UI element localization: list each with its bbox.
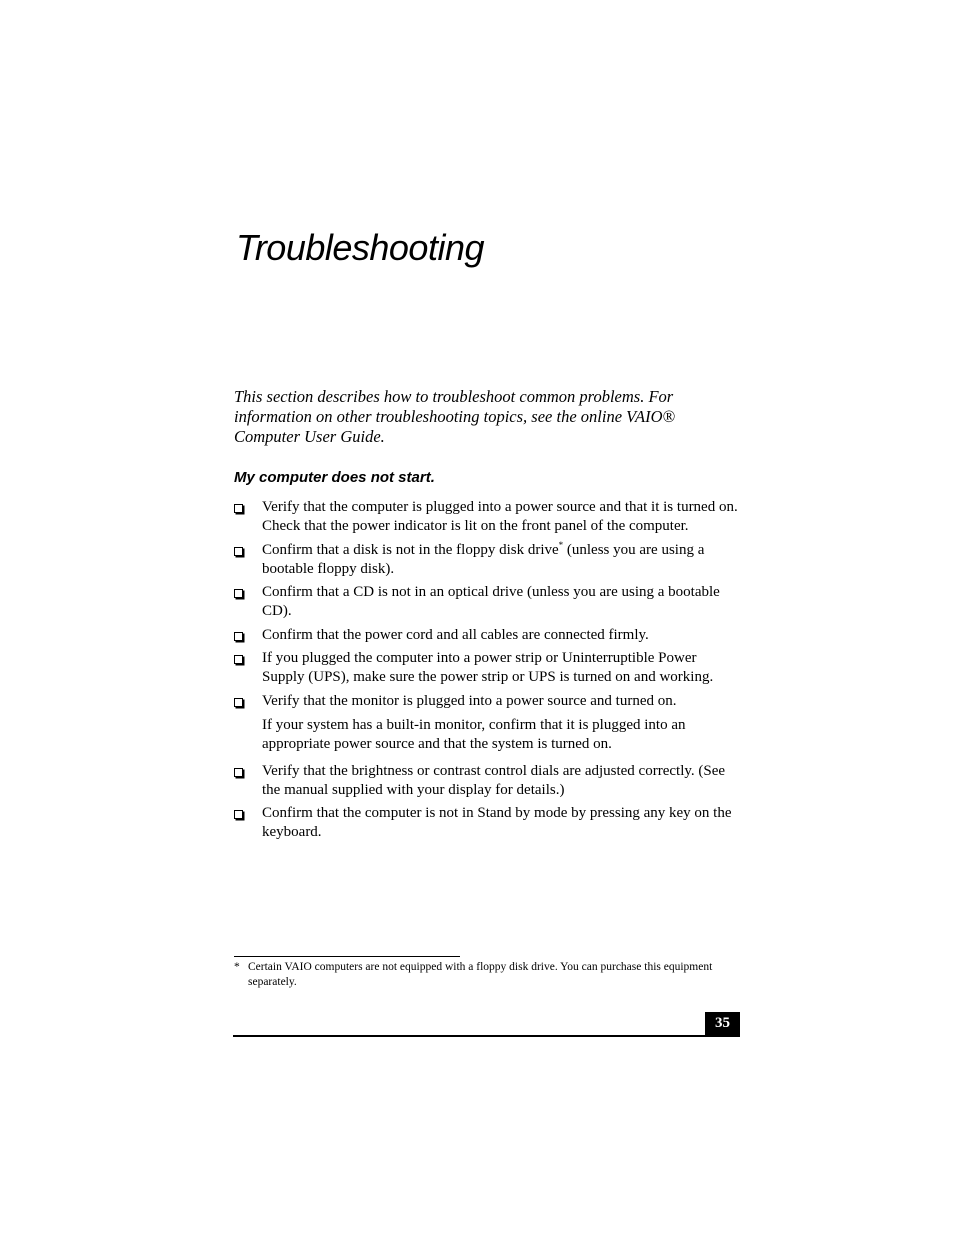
checklist-item [234,692,740,754]
checkbox-bullet-icon [234,698,243,707]
intro-paragraph: This section describes how to troubleshoot common problems. For information on other troubleshooting topics, see the online VAIO® Computer User Guide. [234,387,676,446]
checklist-item-text: Confirm that the computer is not in Stand by mode by pressing any key on the keyboard. [262,805,732,840]
page-title: Troubleshooting [236,227,484,268]
checklist-item [234,498,740,536]
checkbox-bullet-icon [234,768,243,777]
checklist-item-text: Verify that the computer is plugged into a power source and that it is turned on. Check that the power indicator is lit on the front panel of the computer. [262,499,738,534]
footnote [234,960,714,990]
footnote-text: Certain VAIO computers are not equipped with a floppy disk drive. You can purchase this equipment separately. [248,961,713,988]
footnote-reference: * [558,539,564,550]
checkbox-bullet-icon [234,504,243,513]
checkbox-bullet-icon [234,547,243,556]
checklist-item-text-start: Confirm that a disk is not in the floppy disk drive [262,541,559,558]
checkbox-bullet-icon [234,810,243,819]
checklist-item-text: Verify that the brightness or contrast control dials are adjusted correctly. (See the manual supplied with your display for details.) [262,762,726,798]
checklist-item-text: If you plugged the computer into a power strip or Uninterruptible Power Supply (UPS), make sure the power strip or UPS is turned on and working. [262,650,714,685]
footnote-divider [234,956,460,957]
page-number: 35 [705,1012,740,1036]
checklist-item-text-end: (unless you are using a bootable floppy disk). [262,541,705,577]
checklist-item-text: Confirm that the power cord and all cables are connected firmly. [262,626,649,643]
checklist-item [234,762,740,800]
checklist-item-text [262,541,740,579]
checkbox-bullet-icon [234,632,243,641]
footer-rule [233,1035,740,1037]
checklist [234,498,740,847]
checklist-item [234,626,740,645]
checkbox-bullet-icon [234,655,243,664]
section-heading: My computer does not start. [234,469,435,486]
checklist-item [234,541,740,579]
checklist-item [234,583,740,621]
checklist-item [234,804,740,842]
checkbox-bullet-icon [234,589,243,598]
checklist-item-text: Verify that the monitor is plugged into a power source and turned on. [262,692,677,709]
checklist-item-text: Confirm that a CD is not in an optical drive (unless you are using a bootable CD). [262,584,720,619]
checklist-item [234,649,740,687]
checklist-item-note: If your system has a built-in monitor, confirm that it is plugged into an appropriate power source and that the system is turned on. [262,716,686,752]
footnote-mark: * [234,961,240,973]
